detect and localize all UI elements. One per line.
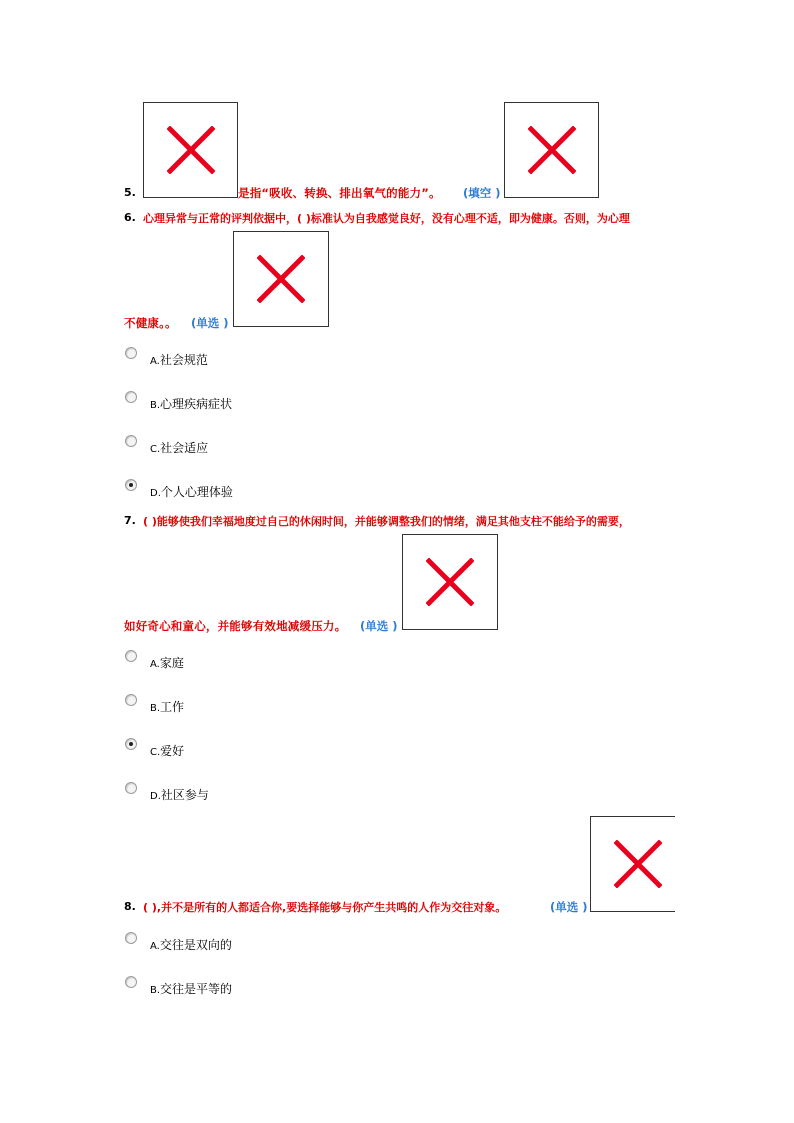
option-letter: B. [150,703,161,714]
broken-image-x-icon [167,126,215,174]
broken-image-placeholder [233,231,329,327]
radio-button-icon[interactable] [125,347,137,359]
radio-button-icon[interactable] [125,479,137,491]
option-letter: A. [150,356,160,367]
broken-image-x-icon [528,126,576,174]
option-letter: C. [150,444,161,455]
broken-image-x-icon [426,558,474,606]
option-label: 社区参与 [160,788,209,802]
radio-button-icon[interactable] [125,435,137,447]
option-label: 工作 [160,700,185,714]
question-type-label: (单选 ) [550,900,588,914]
question-text: 是指“吸收、转换、排出氧气的能力”。 [238,186,441,200]
option-letter: B. [150,985,161,996]
question-number: 7. [124,514,136,527]
option-label: 交往是双向的 [159,938,232,952]
option-label: 家庭 [159,656,184,670]
question-text-continued: 如好奇心和童心，并能够有效地减缓压力。 [124,619,347,633]
option-letter: A. [150,659,160,670]
radio-button-icon[interactable] [125,932,137,944]
radio-button-icon[interactable] [125,391,137,403]
question-text-continued: 不健康。。 [124,316,177,330]
option-label: 个人心理体验 [160,485,233,499]
broken-image-placeholder [143,102,238,198]
question-number: 6. [124,211,136,224]
option-label: 爱好 [160,744,185,758]
broken-image-x-icon [257,255,305,303]
question-type-label: (填空 ) [463,186,501,200]
option-letter: D. [150,488,161,499]
option-label: 社会规范 [159,353,208,367]
option-letter: C. [150,747,161,758]
option-label: 交往是平等的 [160,982,233,996]
option-label: 心理疾病症状 [160,397,233,411]
broken-image-placeholder [590,816,675,912]
radio-button-icon[interactable] [125,782,137,794]
radio-button-icon[interactable] [125,976,137,988]
option-letter: D. [150,791,161,802]
radio-button-icon[interactable] [125,738,137,750]
question-number: 5. [124,186,136,199]
broken-image-placeholder [504,102,599,198]
radio-button-icon[interactable] [125,694,137,706]
question-text: ( )能够使我们幸福地度过自己的休闲时间，并能够调整我们的情绪，满足其他支柱不能给予的需要， [143,515,630,528]
question-number: 8. [124,900,136,913]
option-letter: B. [150,400,161,411]
option-letter: A. [150,941,160,952]
question-text: ( ),并不是所有的人都适合你,要选择能够与你产生共鸣的人作为交往对象。 [143,901,507,914]
broken-image-placeholder [402,534,498,630]
broken-image-x-icon [614,840,662,888]
question-type-label: (单选 ) [360,619,398,633]
question-text: 心理异常与正常的评判依据中，( )标准认为自我感觉良好，没有心理不适，即为健康。否则，为心理 [143,212,630,225]
radio-button-icon[interactable] [125,650,137,662]
question-type-label: (单选 ) [191,316,229,330]
option-label: 社会适应 [160,441,209,455]
